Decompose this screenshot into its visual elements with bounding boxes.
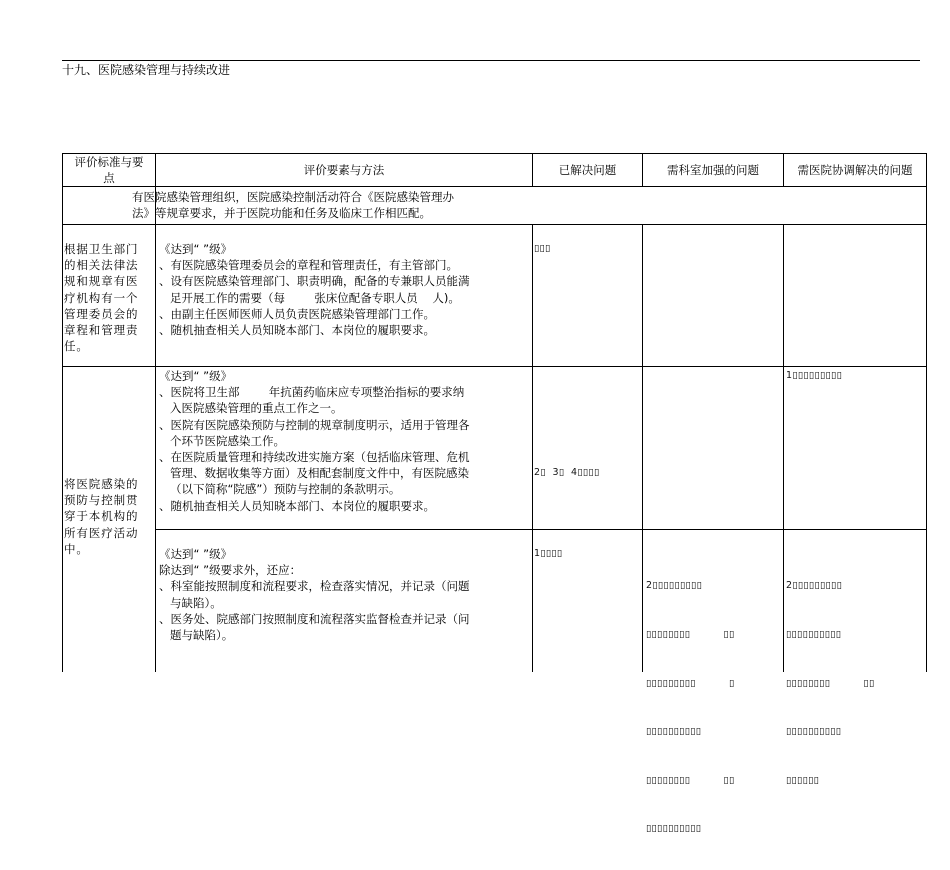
header-col3: 已解决问题 xyxy=(558,163,617,177)
row2-resolved: 2▯ 3▯ 4▯▯▯▯ xyxy=(534,467,600,479)
row3-department: 2▯▯▯▯▯▯▯▯▯ ▯▯▯▯▯▯▯▯ ▯▯ ▯▯▯▯▯▯▯▯▯ ▯ ▯▯▯▯▯▯▯▯▯▯ ▯▯▯▯▯▯▯▯ ▯▯ ▯▯▯▯▯▯▯▯▯▯ xyxy=(646,580,735,835)
row3-coordinate: 2▯▯▯▯▯▯▯▯▯ ▯▯▯▯▯▯▯▯▯▯ ▯▯▯▯▯▯▯▯ ▯▯ ▯▯▯▯▯▯▯▯▯▯ ▯▯▯▯▯▯ xyxy=(786,580,875,786)
table-border-top xyxy=(62,153,927,154)
top-rule xyxy=(62,60,920,61)
header-col2: 评价要素与方法 xyxy=(303,163,385,177)
row1-standard: 根据卫生部门 的相关法律法 规和规章有医 疗机构有一个 管理委员会的 章程和管理责 任。 xyxy=(64,242,139,354)
row2-coordinate: 1▯▯▯▯▯▯▯▯▯ xyxy=(786,370,843,381)
col4-rule-body xyxy=(783,224,784,672)
evaluation-table xyxy=(62,153,927,835)
row2-bottom-rule xyxy=(155,529,927,530)
row1-resolved: ▯▯▯ xyxy=(534,243,551,254)
row3-method: 《达到“ ”级》 除达到“ ”级要求外，还应： 、科室能按照制度和流程要求，检查落实情况，并记录（问题 与缺陷）。 、医务处、院感部门按照制度和流程落实监督检查并记录（问 题与缺陷）。 xyxy=(159,547,470,643)
table-border-right xyxy=(926,153,927,672)
header-col4: 需科室加强的问题 xyxy=(667,163,759,177)
row1-method: 《达到“ ”级》 、有医院感染管理委员会的章程和管理责任，有主管部门。 、设有医院感染管理部门、职责明确，配备的专兼职人员能满 足开展工作的需要（每 张床位配备专职人员 人)。 、由副主任医师医师人员负责医院感染管理部门工作。 、随机抽查相关人员知晓本部门、本岗位的履职要求。 xyxy=(159,242,470,338)
row2-method: 《达到“ ”级》 、医院将卫生部 年抗菌药临床应专项整治指标的要求纳 入医院感染管理的重点工作之一。 、医院有医院感染预防与控制的规章制度明示，适用于管理各 个环节医院感染工作。 、在医院质量管理和持续改进实施方案（包括临床管理、危机 管理、数据收集等方面）及相配套制度文件中，有医院感染 （以下简称“院感”）预防与控制的条款明示。 、随机抽查相关人员知晓本部门、本岗位的履职要求。 xyxy=(159,369,470,513)
row1-bottom-rule xyxy=(62,366,927,367)
table-border-left xyxy=(62,153,63,672)
intro-bottom-rule xyxy=(62,224,927,225)
row3-resolved: 1▯▯▯▯ xyxy=(534,548,563,559)
header-col5: 需医院协调解决的问题 xyxy=(797,163,913,177)
header-bottom-rule xyxy=(62,186,927,187)
header-col1: 评价标准与要 点 xyxy=(74,155,144,186)
row2-standard: 将医院感染的 预防与控制贯 穿于本机构的 所有医疗活动 中。 xyxy=(64,477,139,556)
col2-rule-body xyxy=(532,224,533,672)
col1-rule xyxy=(155,153,156,672)
col3-rule-body xyxy=(642,224,643,672)
intro-text: 有医院感染管理组织，医院感染控制活动符合《医院感染管理办 法》等规章要求，并于医院功能和任务及临床工作相匹配。 xyxy=(132,190,454,221)
section-title: 十九、医院感染管理与持续改进 xyxy=(62,63,231,77)
